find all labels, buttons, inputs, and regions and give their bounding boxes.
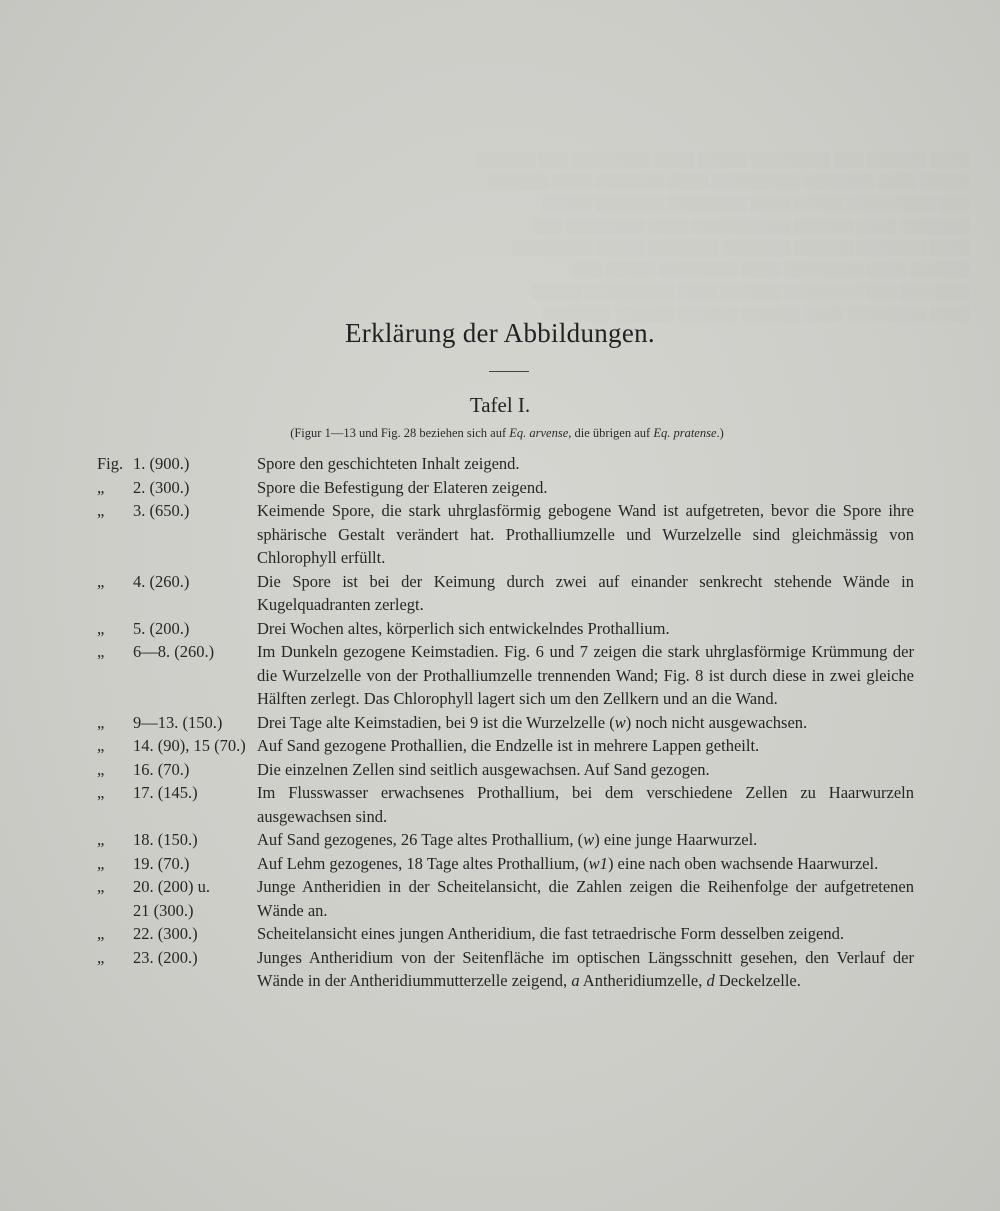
legend-entry bbox=[0, 734, 1000, 758]
figure-number: 19. (70.) bbox=[133, 853, 190, 873]
description-text: Junge Antheridien in der Scheitelansicht, die Zahlen zeigen die Reihenfolge der aufgetretenen Wände an. bbox=[257, 877, 914, 920]
figure-number: 6—8. (260.) bbox=[133, 642, 215, 661]
description-text: w bbox=[614, 712, 626, 732]
legend-entry bbox=[0, 640, 1000, 711]
figure-number: 22. (300.) bbox=[133, 924, 198, 943]
figure-marker: „ bbox=[97, 759, 105, 779]
figure-marker: „ bbox=[97, 736, 105, 755]
figure-number: 9—13. (150.) bbox=[133, 712, 223, 732]
description-text: ) eine nach oben wachsende Haarwurzel. bbox=[607, 853, 879, 873]
legend-entry bbox=[0, 781, 1000, 828]
figure-number: 4. (260.) bbox=[133, 571, 190, 591]
description-text: ) eine junge Haarwurzel. bbox=[594, 830, 758, 849]
figure-description bbox=[257, 617, 914, 641]
figure-description bbox=[257, 828, 914, 852]
title-divider bbox=[489, 371, 529, 372]
figure-number: 3. (650.) bbox=[133, 501, 190, 520]
figure-marker: „ bbox=[97, 947, 105, 967]
legend-entry bbox=[0, 476, 1000, 500]
figure-marker: Fig. bbox=[97, 454, 124, 473]
legend-entry bbox=[0, 852, 1000, 876]
figure-description bbox=[257, 852, 914, 876]
figure-number: 2. (300.) bbox=[133, 477, 190, 497]
figure-marker: „ bbox=[97, 501, 105, 520]
description-text: Im Flusswasser erwachsenes Prothallium, bei dem verschiedene Zellen zu Haarwurzeln ausgewachsen sind. bbox=[257, 783, 914, 826]
description-text: w bbox=[583, 830, 595, 849]
description-text: Spore die Befestigung der Elateren zeigend. bbox=[257, 477, 548, 497]
figure-description bbox=[257, 781, 914, 828]
legend-entry bbox=[0, 758, 1000, 782]
plate-note bbox=[0, 426, 1000, 441]
figure-number: 17. (145.) bbox=[133, 783, 198, 802]
legend-entry bbox=[0, 570, 1000, 617]
description-text: Antheridiumzelle, bbox=[579, 971, 707, 990]
description-text: Im Dunkeln gezogene Keimstadien. Fig. 6 und 7 zeigen die stark uhrglasförmige Krümmung der die Wurzelzelle von der Prothalliumzelle trennenden Wand; Fig. 8 ist durch diese in zwei gleiche Hälften zerlegt. Das Chlorophyll lagert sich um den Zellkern und an die Wand. bbox=[257, 642, 914, 708]
figure-legend-list bbox=[0, 452, 1000, 993]
description-text: Die einzelnen Zellen sind seitlich ausgewachsen. Auf Sand gezogen. bbox=[257, 759, 710, 779]
legend-entry bbox=[0, 828, 1000, 852]
description-text: Drei Tage alte Keimstadien, bei 9 ist die Wurzelzelle ( bbox=[257, 712, 615, 732]
figure-marker: „ bbox=[97, 477, 105, 497]
description-text: Junges Antheridium von der Seitenfläche im optischen Längsschnitt gesehen, den Verlauf der Wände in der Antheridiummutterzelle zeigend, bbox=[257, 947, 914, 990]
legend-entry bbox=[0, 922, 1000, 946]
figure-number: 1. (900.) bbox=[133, 454, 190, 473]
figure-marker: „ bbox=[97, 830, 105, 849]
figure-marker: „ bbox=[97, 571, 105, 591]
page-title: Erklärung der Abbildungen. bbox=[345, 318, 655, 348]
description-text: Auf Sand gezogene Prothallien, die Endzelle ist in mehrere Lappen getheilt. bbox=[257, 736, 760, 755]
figure-number: 21 (300.) bbox=[133, 900, 194, 920]
description-text: a bbox=[571, 971, 580, 990]
figure-description bbox=[257, 570, 914, 617]
figure-marker: „ bbox=[97, 712, 105, 732]
note-text: (Figur 1—13 und Fig. 28 beziehen sich auf bbox=[290, 426, 510, 440]
figure-marker: „ bbox=[97, 618, 105, 638]
figure-number: 20. (200) u. bbox=[133, 877, 210, 896]
figure-description bbox=[257, 476, 914, 500]
figure-description bbox=[257, 734, 914, 758]
legend-entry bbox=[0, 452, 1000, 476]
legend-entry bbox=[0, 875, 1000, 922]
description-text: Auf Lehm gezogenes, 18 Tage altes Prothallium, ( bbox=[257, 853, 589, 873]
description-text: Auf Sand gezogenes, 26 Tage altes Prothallium, ( bbox=[257, 830, 584, 849]
description-text: Keimende Spore, die stark uhrglasförmig gebogene Wand ist aufgetreten, bevor die Spore ihre sphärische Gestalt verändert hat. Prothalliumzelle und Wurzelzelle sind gleichmässig von Chlorophyll erfüllt. bbox=[257, 501, 914, 567]
figure-number: 18. (150.) bbox=[133, 830, 198, 849]
description-text: Die Spore ist bei der Keimung durch zwei auf einander senkrecht stehende Wände in Kugelquadranten zerlegt. bbox=[257, 571, 914, 614]
note-species: Eq. pratense bbox=[653, 426, 717, 440]
description-text: Deckelzelle. bbox=[714, 971, 801, 990]
figure-number: 14. (90), 15 (70.) bbox=[133, 736, 246, 755]
note-text: , die übrigen auf bbox=[568, 426, 654, 440]
figure-marker: „ bbox=[97, 853, 105, 873]
figure-marker: „ bbox=[97, 924, 105, 943]
figure-marker: „ bbox=[97, 783, 105, 802]
figure-number: 16. (70.) bbox=[133, 759, 190, 779]
bleed-through-text: ░░░░ ░░░░░░ ░░░ ░░░░░░░░ ░░░░░ ░░░░ ░░░░░░░░ ░░░ ░░░░░░ ░░░░░ ░░░░ ░░░░░░░ ░░░░░░░░░ ░░░░ ░░░░░░░ ░░░░ ░░░░░░ ░░░ ░░░░░░░░░ ░░░░░ ░░░░ ░░░░░░░░ ░░░░░░░ ░░░░░ ░░░░░░░ ░░░░ ░░░░░░ ░░░░░░░░░░ ░░░░ ░░░░░░░░ ░░░ ░░░░ ░░░░░░░ ░░░░░░ ░░░░░░░ ░░░░░░░ ░░░░░ ░░░░░░░░ ░░░░░░ ░░░░ ░░░░░░░░ ░░░░ ░░░░░░░░ ░░░░░ ░░░ ░░░░░░░ ░░░ ░░░░░░░░ ░░░░░░ ░░░░ ░░░░░░░░░ ░░░░░ ░░░░ ░░░░░░░░ ░░░░ ░░░░░░ ░░░░░░ ░░░░░░ ░░░░░░░ bbox=[475, 153, 970, 322]
legend-entry bbox=[0, 711, 1000, 735]
description-text: Spore den geschichteten Inhalt zeigend. bbox=[257, 454, 520, 473]
description-text: Drei Wochen altes, körperlich sich entwickelndes Prothallium. bbox=[257, 618, 670, 638]
note-species: Eq. arvense bbox=[509, 426, 569, 440]
legend-entry bbox=[0, 946, 1000, 993]
description-text: Scheitelansicht eines jungen Antheridium, die fast tetraedrische Form desselben zeigend. bbox=[257, 924, 844, 943]
figure-description bbox=[257, 922, 914, 946]
figure-description bbox=[257, 640, 914, 711]
figure-description bbox=[257, 946, 914, 993]
plate-heading: Tafel I. bbox=[469, 393, 531, 417]
legend-entry bbox=[0, 499, 1000, 570]
figure-description bbox=[257, 875, 914, 922]
description-text: w1 bbox=[588, 853, 608, 873]
figure-description bbox=[257, 452, 914, 476]
figure-number: 5. (200.) bbox=[133, 618, 190, 638]
description-text: ) noch nicht ausgewachsen. bbox=[625, 712, 808, 732]
figure-description bbox=[257, 758, 914, 782]
note-text: .) bbox=[716, 426, 724, 440]
figure-description bbox=[257, 499, 914, 570]
figure-marker: „ bbox=[97, 642, 105, 661]
legend-entry bbox=[0, 617, 1000, 641]
figure-number: 23. (200.) bbox=[133, 947, 198, 967]
description-text: d bbox=[706, 971, 715, 990]
figure-marker: „ bbox=[97, 877, 105, 896]
figure-description bbox=[257, 711, 914, 735]
